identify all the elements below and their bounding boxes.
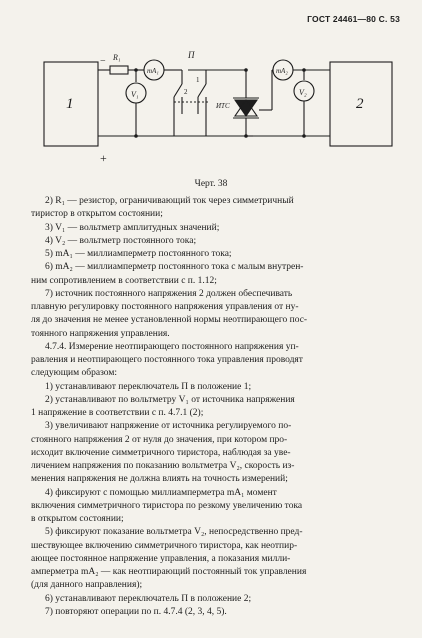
triac-its: [233, 98, 272, 118]
circuit-diagram: [28, 40, 400, 176]
p2-label: 2: [184, 88, 188, 96]
text-line: ним сопротивлением в соответствии с п. 1.12;: [31, 275, 217, 286]
resistor-r1: [110, 66, 128, 74]
text-line: следующим образом:: [31, 368, 117, 379]
text-line: 4) V₂ — вольтметр постоянного тока;: [45, 235, 197, 246]
text-line: шествующее включению симметричного тиристора, как неотпир-: [31, 540, 298, 551]
text-line: 4.7.4. Измерение неотпирающего постоянного напряжения уп-: [45, 341, 299, 352]
text-line: 7) повторяют операции по п. 4.7.4 (2, 3, 4, 5).: [45, 606, 227, 617]
text-line: равления и неотпирающего постоянного тока управления проводят: [31, 355, 303, 365]
text-line: 5) фиксируют показание вольтметра V₂, непосредственно пред-: [45, 527, 303, 538]
text-line: в открытом состоянии;: [31, 514, 124, 524]
v1-label: V₁: [131, 90, 139, 99]
text-line: ающее постоянное напряжение управления, а показания милли-: [31, 553, 291, 564]
ma2-label: mA₂: [276, 67, 288, 75]
text-line: 1) устанавливают переключатель П в положение 1;: [45, 381, 252, 392]
text-line: амперметра mA₂ — как неотпирающий постоянный ток управления: [31, 567, 307, 577]
text-line: 4) фиксируют с помощью миллиамперметра mA₁ момент: [45, 487, 277, 498]
text-line: ля до значения не менее установленной нормы неотпирающего пос-: [31, 315, 308, 326]
p1-label: 1: [196, 76, 200, 84]
text-line: 6) mA₂ — миллиамперметр постоянного тока с малым внутрен-: [45, 262, 304, 273]
text-line: 7) источник постоянного напряжения 2 должен обеспечивать: [45, 288, 293, 299]
text-line: 1 напряжение в соответствии с п. 4.7.1 (2);: [31, 408, 204, 418]
text-line: плавную регулировку постоянного напряжения управления от ну-: [31, 302, 299, 312]
text-line: исходит включение симметричного тиристора, наблюдая за уве-: [31, 447, 291, 458]
text-line: 5) mA₁ — миллиамперметр постоянного тока;: [45, 249, 232, 259]
plus-label: +: [100, 151, 107, 165]
text-line: стоянного напряжения 2 от нуля до значения, при котором про-: [31, 434, 288, 445]
text-line: менения напряжения не должна влиять на точность измерений;: [31, 474, 288, 485]
text-line: 3) V₁ — вольтметр амплитудных значений;: [45, 222, 220, 233]
its-label: ИТС: [216, 102, 230, 110]
text-line: тиристор в открытом состоянии;: [31, 209, 163, 220]
text-line: (для данного направления);: [31, 580, 143, 591]
r1-label: R₁: [113, 53, 121, 62]
text-line: 2) R₁ — резистор, ограничивающий ток через симметричный: [45, 196, 294, 206]
figure-caption: Черт. 38: [194, 179, 228, 189]
text-line: тоянного напряжения управления.: [31, 328, 170, 339]
text-line: 6) устанавливают переключатель П в положение 2;: [45, 593, 252, 604]
block2-label: 2: [356, 96, 364, 112]
page-header: ГОСТ 24461—80 С. 53: [307, 14, 400, 24]
block1-label: 1: [66, 96, 74, 112]
text-line: 3) увеличивают напряжение от источника регулируемого по-: [45, 421, 292, 432]
text-line: личением напряжения по показанию вольтметра V₂, скорость из-: [31, 461, 295, 471]
p-label: П: [188, 50, 195, 60]
body-text: [31, 195, 395, 619]
v2-label: V₂: [299, 88, 307, 97]
ma1-label: mA₁: [147, 67, 159, 75]
text-line: включения симметричного тиристора по резкому увеличению тока: [31, 500, 303, 511]
minus-label: −: [100, 56, 106, 67]
text-line: 2) устанавливают по вольтметру V₁ от источника напряжения: [45, 394, 295, 405]
